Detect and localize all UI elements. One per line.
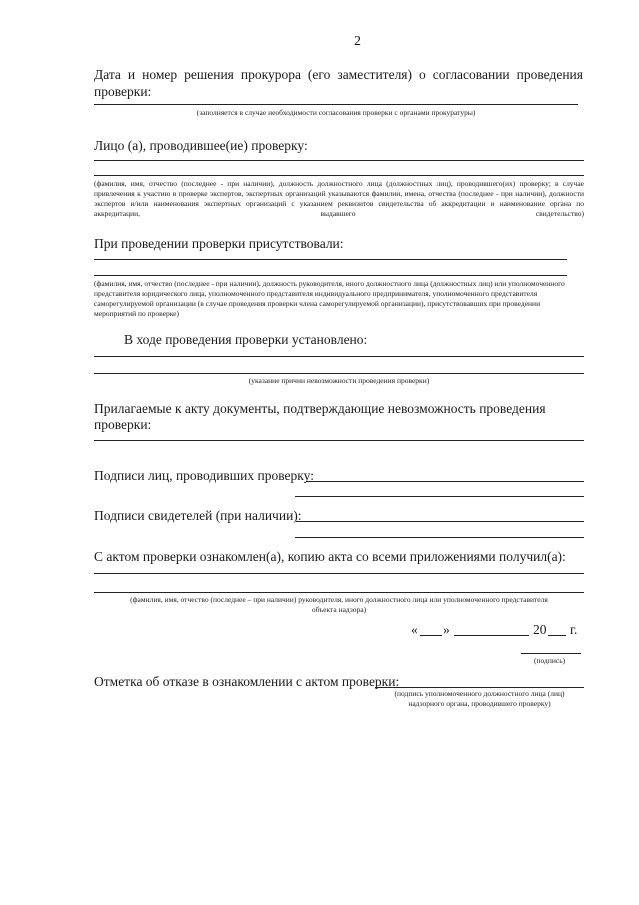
- established-hint: (указание причин невозможности проведения проверки): [248, 376, 430, 385]
- established-field-1[interactable]: [94, 356, 584, 357]
- inspectors-field-1[interactable]: [94, 160, 584, 161]
- attached-docs-field[interactable]: [94, 440, 584, 441]
- inspectors-signatures-label: Подписи лиц, проводивших проверку:: [94, 468, 314, 483]
- date-day-field[interactable]: [420, 635, 442, 636]
- prosecutor-decision-hint: (заполняется в случае необходимости согласования проверки с органами прокуратуры): [196, 108, 476, 117]
- refusal-mark-label: Отметка об отказе в ознакомлении с актом проверки:: [94, 674, 400, 689]
- prosecutor-decision-line2: проверки:: [94, 84, 152, 99]
- refusal-mark-field[interactable]: [375, 687, 584, 688]
- refusal-hint-2: надзорного органа, проводившего проверку): [408, 699, 551, 708]
- signature-hint: (подпись): [534, 656, 566, 665]
- inspectors-heading: Лицо (а), проводившее(ие) проверку:: [94, 138, 308, 153]
- attached-docs-line1: Прилагаемые к акту документы, подтверждающие невозможность проведения: [94, 401, 546, 416]
- refusal-hint-1: (подпись уполномоченного должностного лица (лиц): [394, 689, 565, 698]
- witness-signature-field-1[interactable]: [296, 521, 584, 522]
- date-month-field[interactable]: [454, 635, 529, 636]
- prosecutor-decision-line1: Дата и номер решения прокурора (его заместителя) о согласовании проведения: [94, 67, 583, 82]
- acknowledgment-field-1[interactable]: [94, 573, 584, 574]
- acknowledgment-hint-2: объекта надзора): [311, 605, 367, 614]
- prosecutor-decision-field[interactable]: [94, 104, 578, 105]
- witness-signature-field-2[interactable]: [295, 537, 584, 538]
- present-field-1[interactable]: [94, 259, 567, 260]
- acknowledgment-hint-1: (фамилия, имя, отчество (последнее – при наличии) руководителя, иного должностного лица или уполномоченного представителя: [130, 595, 548, 604]
- acknowledgment-label: С актом проверки ознакомлен(а), копию акта со всеми приложениями получил(а):: [94, 549, 566, 564]
- present-field-2[interactable]: [94, 275, 567, 276]
- present-hint: (фамилия, имя, отчество (последнее - при наличии), должность руководителя, иного должностного лица (должностных лиц) или уполномоченного представителя юридического лица, уполномоченного представителя индивидуального предпринимателя, уполномоченного представителя саморегулируемой организации (в случае проведения проверки члена саморегулируемой организации), присутствовавших при проведении мероприятий по проверке): [94, 279, 565, 318]
- inspectors-signature-field-1[interactable]: [306, 481, 584, 482]
- inspectors-field-2[interactable]: [94, 175, 584, 176]
- inspectors-hint: (фамилия, имя, отчество (последнее - при наличии), должность должностного лица (должностных лиц), проводившего(их) проверку; в случае привлечения к участию в проверке экспертов, экспертных организаций указываются фамилии, имена, отчества (последнее - при наличии), должности экспертов и/или наименования экспертных организаций с указанием реквизитов свидетельства об аккредитации и наименование органа по аккредитации, выдавшего свидетельство): [94, 179, 584, 218]
- inspectors-signature-field-2[interactable]: [295, 496, 584, 497]
- date-open-quote: «: [411, 622, 418, 637]
- established-field-2[interactable]: [94, 373, 584, 374]
- acknowledgment-field-2[interactable]: [94, 592, 584, 593]
- signature-field[interactable]: [521, 653, 581, 654]
- date-year-suffix: г.: [570, 622, 578, 637]
- page-number: 2: [354, 34, 361, 49]
- present-heading: При проведении проверки присутствовали:: [94, 236, 344, 251]
- witnesses-signatures-label: Подписи свидетелей (при наличии):: [94, 508, 302, 523]
- date-close-quote: »: [443, 622, 450, 637]
- date-year-prefix: 20: [533, 622, 547, 637]
- attached-docs-line2: проверки:: [94, 417, 152, 432]
- date-year-field[interactable]: [548, 635, 566, 636]
- established-heading: В ходе проведения проверки установлено:: [124, 332, 368, 347]
